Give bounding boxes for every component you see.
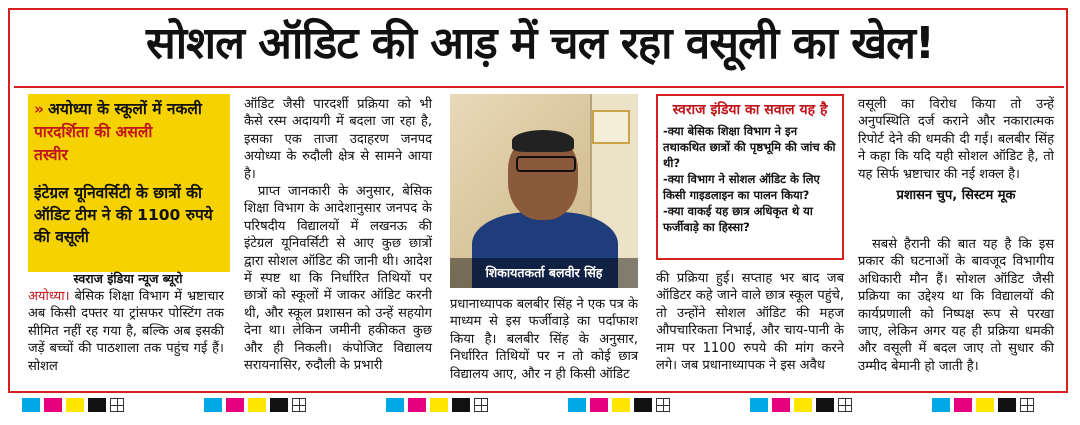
kicker-line-2: पारदर्शिता की असली bbox=[34, 123, 153, 141]
column-1-text: बेसिक शिक्षा विभाग में भ्रष्टाचार अब किसी दफ्तर या ट्रांसफर पोस्टिंग तक सीमित नहीं रह गया है, बल्कि अब इसकी जड़ें बच्चों की पाठशाला तक पहुंच गई हैं। सोशल bbox=[28, 289, 224, 374]
column-4-text: की प्रक्रिया हुई। सप्ताह भर बाद जब ऑडिटर कहे जाने वाले छात्र स्कूल पहुंचे, तो उन्होंने सोशल ऑडिट की महज औपचारिकता निभाई, और चाय-पानी के नाम पर 1100 रुपये की मांग करने लगे। जब प्रधानाध्यापक ने इस अवैध bbox=[656, 271, 844, 374]
register-marks bbox=[22, 398, 124, 412]
column-6-text: सबसे हैरानी की बात यह है कि इस प्रकार की घटनाओं के बावजूद विभागीय अधिकारी मौन हैं। सोशल ऑडिट जैसी प्रक्रिया का उद्देश्य था कि विद्यालयों की कार्यप्रणाली को निष्पक्ष रूप से परखा जाए, लेकिन अगर यह ही प्रक्रिया धमकी और वसूली में बदल जाए तो सुधार की उम्मीद बेमानी हो जाती है। bbox=[858, 237, 1054, 374]
column-6 bbox=[858, 236, 1054, 375]
photo-caption: शिकायतकर्ता बलवीर सिंह bbox=[450, 258, 638, 288]
column-2 bbox=[244, 96, 432, 375]
headline: सोशल ऑडिट की आड़ में चल रहा वसूली का खेल! bbox=[146, 18, 934, 69]
question-box bbox=[656, 94, 844, 260]
question-box-title: स्वराज इंडिया का सवाल यह है bbox=[672, 102, 828, 118]
register-cross-icon bbox=[1020, 398, 1034, 412]
register-marks bbox=[932, 398, 1034, 412]
register-marks bbox=[750, 398, 852, 412]
subhead: इंटेग्रल यूनिवर्सिटी के छात्रों की ऑडिट टीम ने की 1100 रुपये की वसूली bbox=[28, 178, 230, 272]
kicker-line-1: अयोध्या के स्कूलों में नकली bbox=[48, 100, 202, 118]
column-1 bbox=[28, 288, 224, 375]
kicker-line-3: तस्वीर bbox=[34, 146, 68, 164]
byline: स्वराज इंडिया न्यूज ब्यूरो bbox=[73, 271, 183, 286]
column-5-text: वसूली का विरोध किया तो उन्हें अनुपस्थिति दर्ज कराने और नकारात्मक रिपोर्ट देने की धमकी दी गई। बलबीर सिंह ने कहा कि यदि यही सोशल ऑडिट है, तो यह सिर्फ भ्रष्टाचार की नई शक्ल है। bbox=[858, 97, 1054, 182]
column-4 bbox=[656, 270, 844, 374]
chevron-icon: » bbox=[34, 100, 45, 118]
column-3 bbox=[450, 296, 638, 383]
question-item: -क्या विभाग ने सोशल ऑडिट के लिए किसी गाइडलाइन का पालन किया? bbox=[663, 172, 820, 202]
column-3-text: प्रधानाध्यापक बलबीर सिंह ने एक पत्र के माध्यम से इस फर्जीवाड़े का पर्दाफाश किया है। बलबीर सिंह के अनुसार, निर्धारित तिथियों पर न तो कोई छात्र विद्यालय आए, और न ही किसी ऑडिट bbox=[450, 297, 638, 382]
register-cross-icon bbox=[292, 398, 306, 412]
section-subhead: प्रशासन चुप, सिस्टम मूक bbox=[896, 188, 1016, 204]
column-5 bbox=[858, 96, 1054, 206]
question-item: -क्या बेसिक शिक्षा विभाग ने इन तथाकथित छात्रों की पृष्ठभूमि की जांच की थी? bbox=[663, 124, 836, 170]
register-marks bbox=[568, 398, 670, 412]
column-2-para-2: प्राप्त जानकारी के अनुसार, बेसिक शिक्षा विभाग के आदेशानुसार जनपद के परिषदीय विद्यालयों में लखनऊ की इंटेग्रल यूनिवर्सिटी से आए कुछ छात्रों द्वारा सोशल ऑडिट की जानी थी। आदेश में स्पष्ट था कि निर्धारित तिथियों पर छात्रों को स्कूलों में जाकर ऑडिट करनी थी, और स्कूल प्रशासन को उन्हें सहयोग देना था। लेकिन जमीनी हकीकत कुछ और ही निकली। कंपोजिट विद्यालय सरायनासिर, रुदौली के प्रभारी bbox=[244, 184, 432, 374]
kicker-box bbox=[28, 94, 230, 182]
column-2-para-1: ऑडिट जैसी पारदर्शी प्रक्रिया को भी कैसे रस्म अदायगी में बदला जा रहा है, इसका एक ताजा उदाहरण जनपद अयोध्या के रुदौली क्षेत्र से सामने आया है। bbox=[244, 97, 432, 182]
register-marks bbox=[204, 398, 306, 412]
register-cross-icon bbox=[474, 398, 488, 412]
headline-rule bbox=[14, 86, 1064, 88]
register-cross-icon bbox=[110, 398, 124, 412]
register-cross-icon bbox=[656, 398, 670, 412]
complainant-photo bbox=[450, 94, 638, 288]
dateline: अयोध्या। bbox=[28, 289, 70, 304]
question-item: -क्या वाकई यह छात्र अधिकृत थे या फर्जीवाड़े का हिस्सा? bbox=[663, 204, 813, 234]
register-marks bbox=[386, 398, 488, 412]
register-cross-icon bbox=[838, 398, 852, 412]
